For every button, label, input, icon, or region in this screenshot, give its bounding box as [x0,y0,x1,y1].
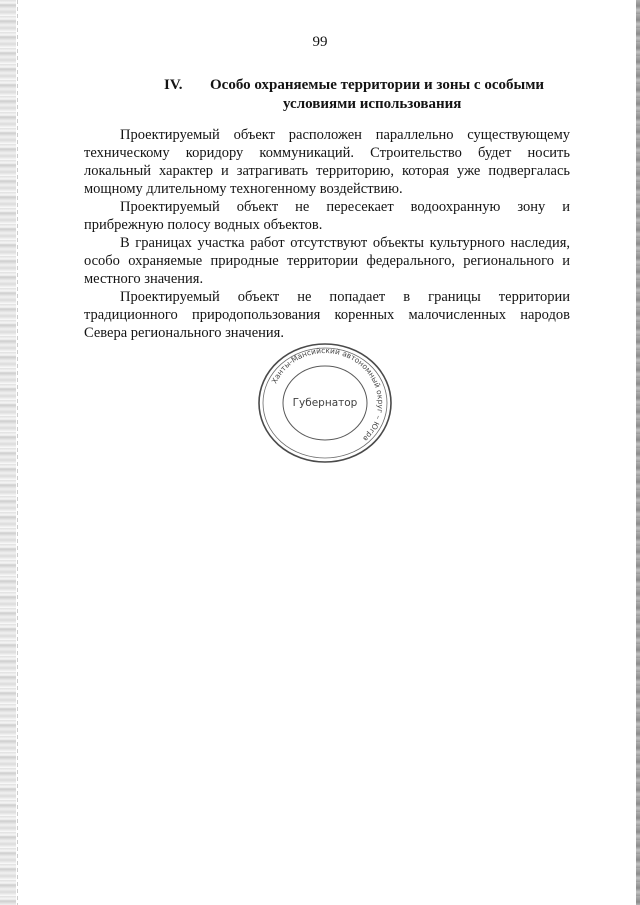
page-number: 99 [312,34,328,50]
scan-binding-line [17,0,18,905]
seal-ring-text: Ханты-Мансийский автономный округ – Югра [269,345,386,444]
scan-binding-edge [0,0,16,905]
paragraph: В границах участка работ отсутствуют объекты культурного наследия, особо охраняемые природные территории федерального, регионального и местного значения. [84,235,570,287]
section-title-line-2: условиями использования [283,96,462,112]
paragraph: Проектируемый объект не пересекает водоохранную зону и прибрежную полосу водных объектов. [84,199,570,233]
seal-center-text: Губернатор [292,397,358,409]
scan-right-edge [636,0,640,905]
section-number: IV. [164,77,183,93]
official-seal-stamp [255,340,395,466]
paragraph: Проектируемый объект не попадает в границы территории традиционного природопользования коренных малочисленных народов Севера регионального значения. [84,289,570,341]
section-body [84,126,570,342]
paragraph: Проектируемый объект расположен параллельно существующему техническому коридору коммуникаций. Строительство будет носить локальный характер и затрагивать территорию, которая уже подвергалась мощному длительному техногенному воздействию. [84,127,570,197]
section-title-line-1: Особо охраняемые территории и зоны с особыми [210,77,545,93]
